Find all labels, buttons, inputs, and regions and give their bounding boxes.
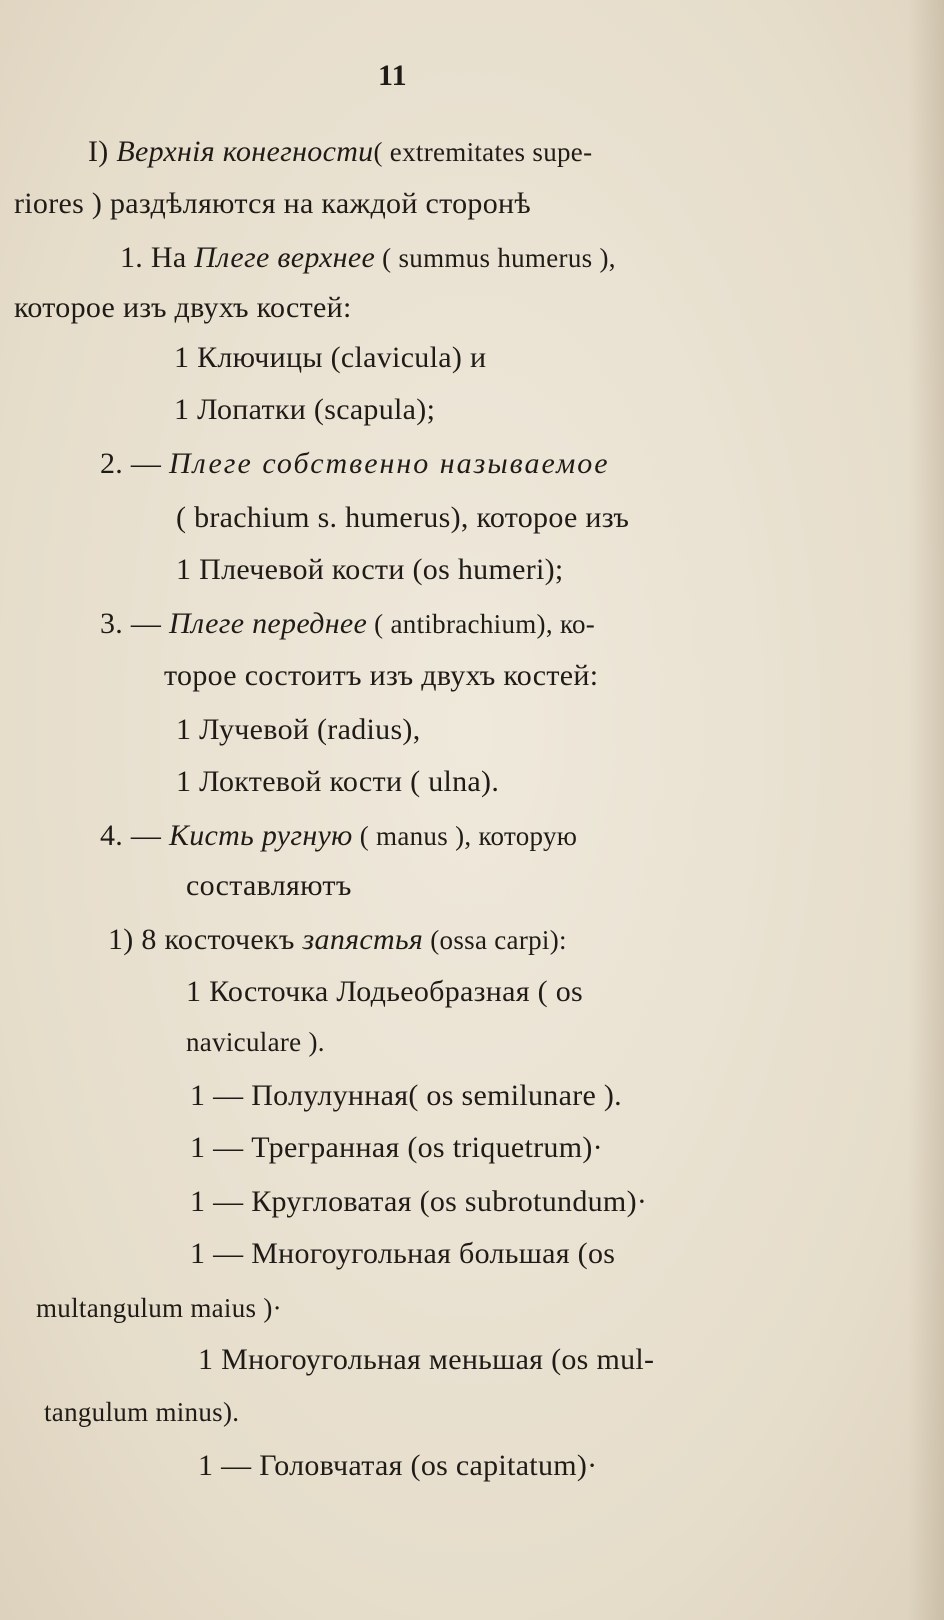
text-line: 1 Плечевой кости (os humeri); <box>176 553 564 586</box>
text-line: 1) 8 косточекъ запястья (ossa carpi): <box>108 923 567 956</box>
page-edge-shadow <box>908 0 944 1620</box>
text-line: 1. На Плеге верхнее ( summus humerus ), <box>120 241 616 274</box>
text-line: 1 — Кругловатая (os subrotundum)· <box>190 1185 648 1218</box>
text-line: riores ) раздѣляются на каждой сторонѣ <box>14 187 531 220</box>
text-line: 1 Многоугольная меньшая (os mul- <box>198 1343 655 1376</box>
text-line: naviculare ). <box>186 1027 325 1057</box>
text-line: 1 Ключицы (clavicula) и <box>174 341 487 374</box>
text-line: 1 Локтевой кости ( ulna). <box>176 765 500 798</box>
text-line: multangulum maius )· <box>36 1293 282 1323</box>
text-line: 1 — Головчатая (os capitatum)· <box>198 1449 598 1482</box>
text-line: I) Верхнія конегности( extremitates supe- <box>88 135 593 168</box>
text-line: 1 Лучевой (radius), <box>176 713 421 746</box>
text-line: которое изъ двухъ костей: <box>14 291 352 324</box>
text-line: 1 Лопатки (scapula); <box>174 393 436 426</box>
text-line: 2. — Плеге собственно называемое <box>100 447 610 480</box>
text-line: 1 — Трегранная (os triquetrum)· <box>190 1131 603 1164</box>
page-number: 11 <box>378 59 407 92</box>
text-line: составляютъ <box>186 869 352 902</box>
text-line: 3. — Плеге переднее ( antibrachium), ко- <box>100 607 596 640</box>
text-line: торое состоитъ изъ двухъ костей: <box>164 659 599 692</box>
text-line: 1 — Полулунная( os semilunare ). <box>190 1079 622 1112</box>
text-line: 4. — Кисть ругную ( manus ), которую <box>100 819 578 852</box>
text-line: ( brachium s. humerus), которое изъ <box>176 501 630 534</box>
text-line: 1 — Многоугольная большая (os <box>190 1237 616 1270</box>
text-line: tangulum minus). <box>44 1397 240 1427</box>
text-line: 1 Косточка Лодьеобразная ( os <box>186 975 584 1008</box>
